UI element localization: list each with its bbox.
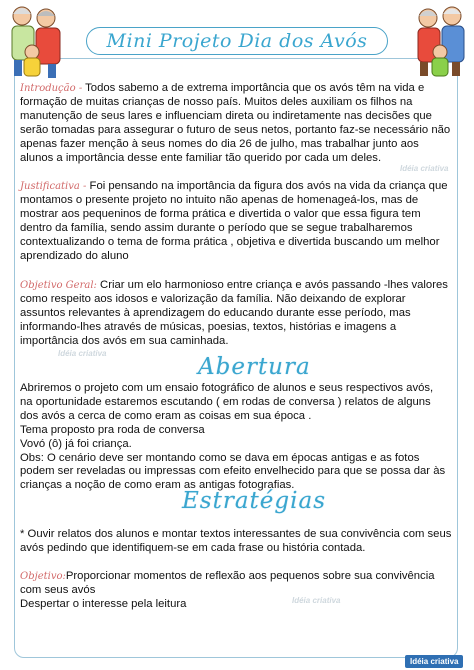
objetivo-line-1: com seus avós (20, 583, 96, 596)
intro-line-3: serão tomadas para assegurar o futuro de seus netos, portanto faz-se necessário não (20, 123, 451, 136)
intro-line-2: manutenção de seus lares e influenciam direta ou indiretamente nas decisões que (20, 109, 432, 122)
objetivo-line-2: Despertar o interesse pela leitura (20, 597, 187, 610)
estrategias-heading: Estratégias (182, 488, 326, 514)
justificativa-line-2: mostrar aos pequeninos de forma prática e divertida o valor que essa figura tem (20, 207, 421, 220)
intro-line-1: formação de muitas crianças de nosso país. Muitos deles auxiliam os filhos na (20, 95, 413, 108)
intro-section (20, 82, 460, 165)
abertura-line-4: Vovó (ô) já foi criança. (20, 437, 132, 450)
justificativa-line-0: Foi pensando na importância da figura dos avós na vida da criança que (86, 180, 448, 192)
watermark-2: Idéia criativa (58, 349, 107, 358)
estrategias-line-0: * Ouvir relatos dos alunos e montar textos interessantes de sua convivência com seus (20, 528, 452, 540)
justificativa-line-5: aprendizado do aluno (20, 249, 129, 262)
objetivo-geral-line-1: como respeito aos idosos e valorização da família. Não deixando de explorar (20, 292, 406, 305)
justificativa-line-4: contextualizando o tema de forma prática , objetiva e divertida buscando um melhor (20, 235, 440, 248)
abertura-heading: Abertura (198, 354, 311, 380)
title-banner (86, 27, 388, 55)
objetivo-geral-line-0: Criar um elo harmonioso entre criança e avós passando -lhes valores (96, 279, 448, 291)
objetivo-geral-label: Objetivo Geral: (20, 280, 97, 291)
objetivo-line-0: Proporcionar momentos de reflexão aos pequenos sobre sua convivência (65, 570, 435, 582)
justificativa-line-3: dentro da família, sendo assim durante o período que se segue trabalharemos (20, 221, 413, 234)
objetivo-label: Objetivo: (20, 571, 66, 582)
estrategias-line-1: avós pedindo que identifiquem-se em cada frase ou história contada. (20, 541, 366, 554)
page-title: Mini Projeto Dia dos Avós (106, 30, 368, 52)
abertura-section (20, 382, 460, 493)
estrategias-section (20, 528, 460, 556)
abertura-line-6: podem ser reveladas ou impressas com efeito envelhecido para que se possa dar às (20, 465, 446, 478)
justificativa-section (20, 180, 460, 263)
objetivo-geral-line-2: assuntos relevantes à aprendizagem do educando durante esse período, mas (20, 306, 411, 319)
intro-line-5: alunos a importância desse ente familiar tão querido por cada um deles. (20, 151, 382, 164)
abertura-line-1: na oportunidade estaremos escutando ( em rodas de conversa ) relatos de alguns (20, 395, 431, 408)
abertura-line-5: Obs: O cenário deve ser montando como se dava em épocas antigas e as fotos (20, 451, 420, 464)
grandparents-illustration-right (406, 2, 474, 82)
watermark-1: Idéia criativa (400, 164, 449, 173)
intro-label: Introdução - (20, 83, 83, 94)
abertura-line-0: Abriremos o projeto com um ensaio fotográfico de alunos e seus respectivos avós, (20, 382, 434, 394)
abertura-line-3: Tema proposto pra roda de conversa (20, 423, 205, 436)
watermark-3: Idéia criativa (292, 596, 341, 605)
objetivo-geral-line-4: importância dos avós em sua caminhada. (20, 334, 229, 347)
intro-line-4: apenas fazer menção à seus nomes do dia 26 de julho, mas trabalhar junto aos (20, 137, 419, 150)
grandparents-illustration-left (2, 2, 70, 82)
justificativa-label: Justificativa - (20, 181, 87, 192)
footer-watermark-badge: Idéia criativa (405, 655, 463, 668)
justificativa-line-1: montamos o presente projeto no intuito não apenas de homenageá-los, mas de (20, 193, 419, 206)
abertura-line-2: dos avós a cerca de como eram as coisas em sua época . (20, 409, 312, 422)
objetivo-geral-section (20, 279, 460, 349)
objetivo-geral-line-3: informando-lhes através de músicas, poesias, textos, histórias e imagens a (20, 320, 397, 333)
intro-line-0: Todos sabemo a de extrema importância que os avós têm na vida e (82, 82, 425, 94)
abertura-line-7: crianças a noção de como eram as antigas fotografias. (20, 479, 295, 492)
objetivo-section (20, 570, 460, 612)
